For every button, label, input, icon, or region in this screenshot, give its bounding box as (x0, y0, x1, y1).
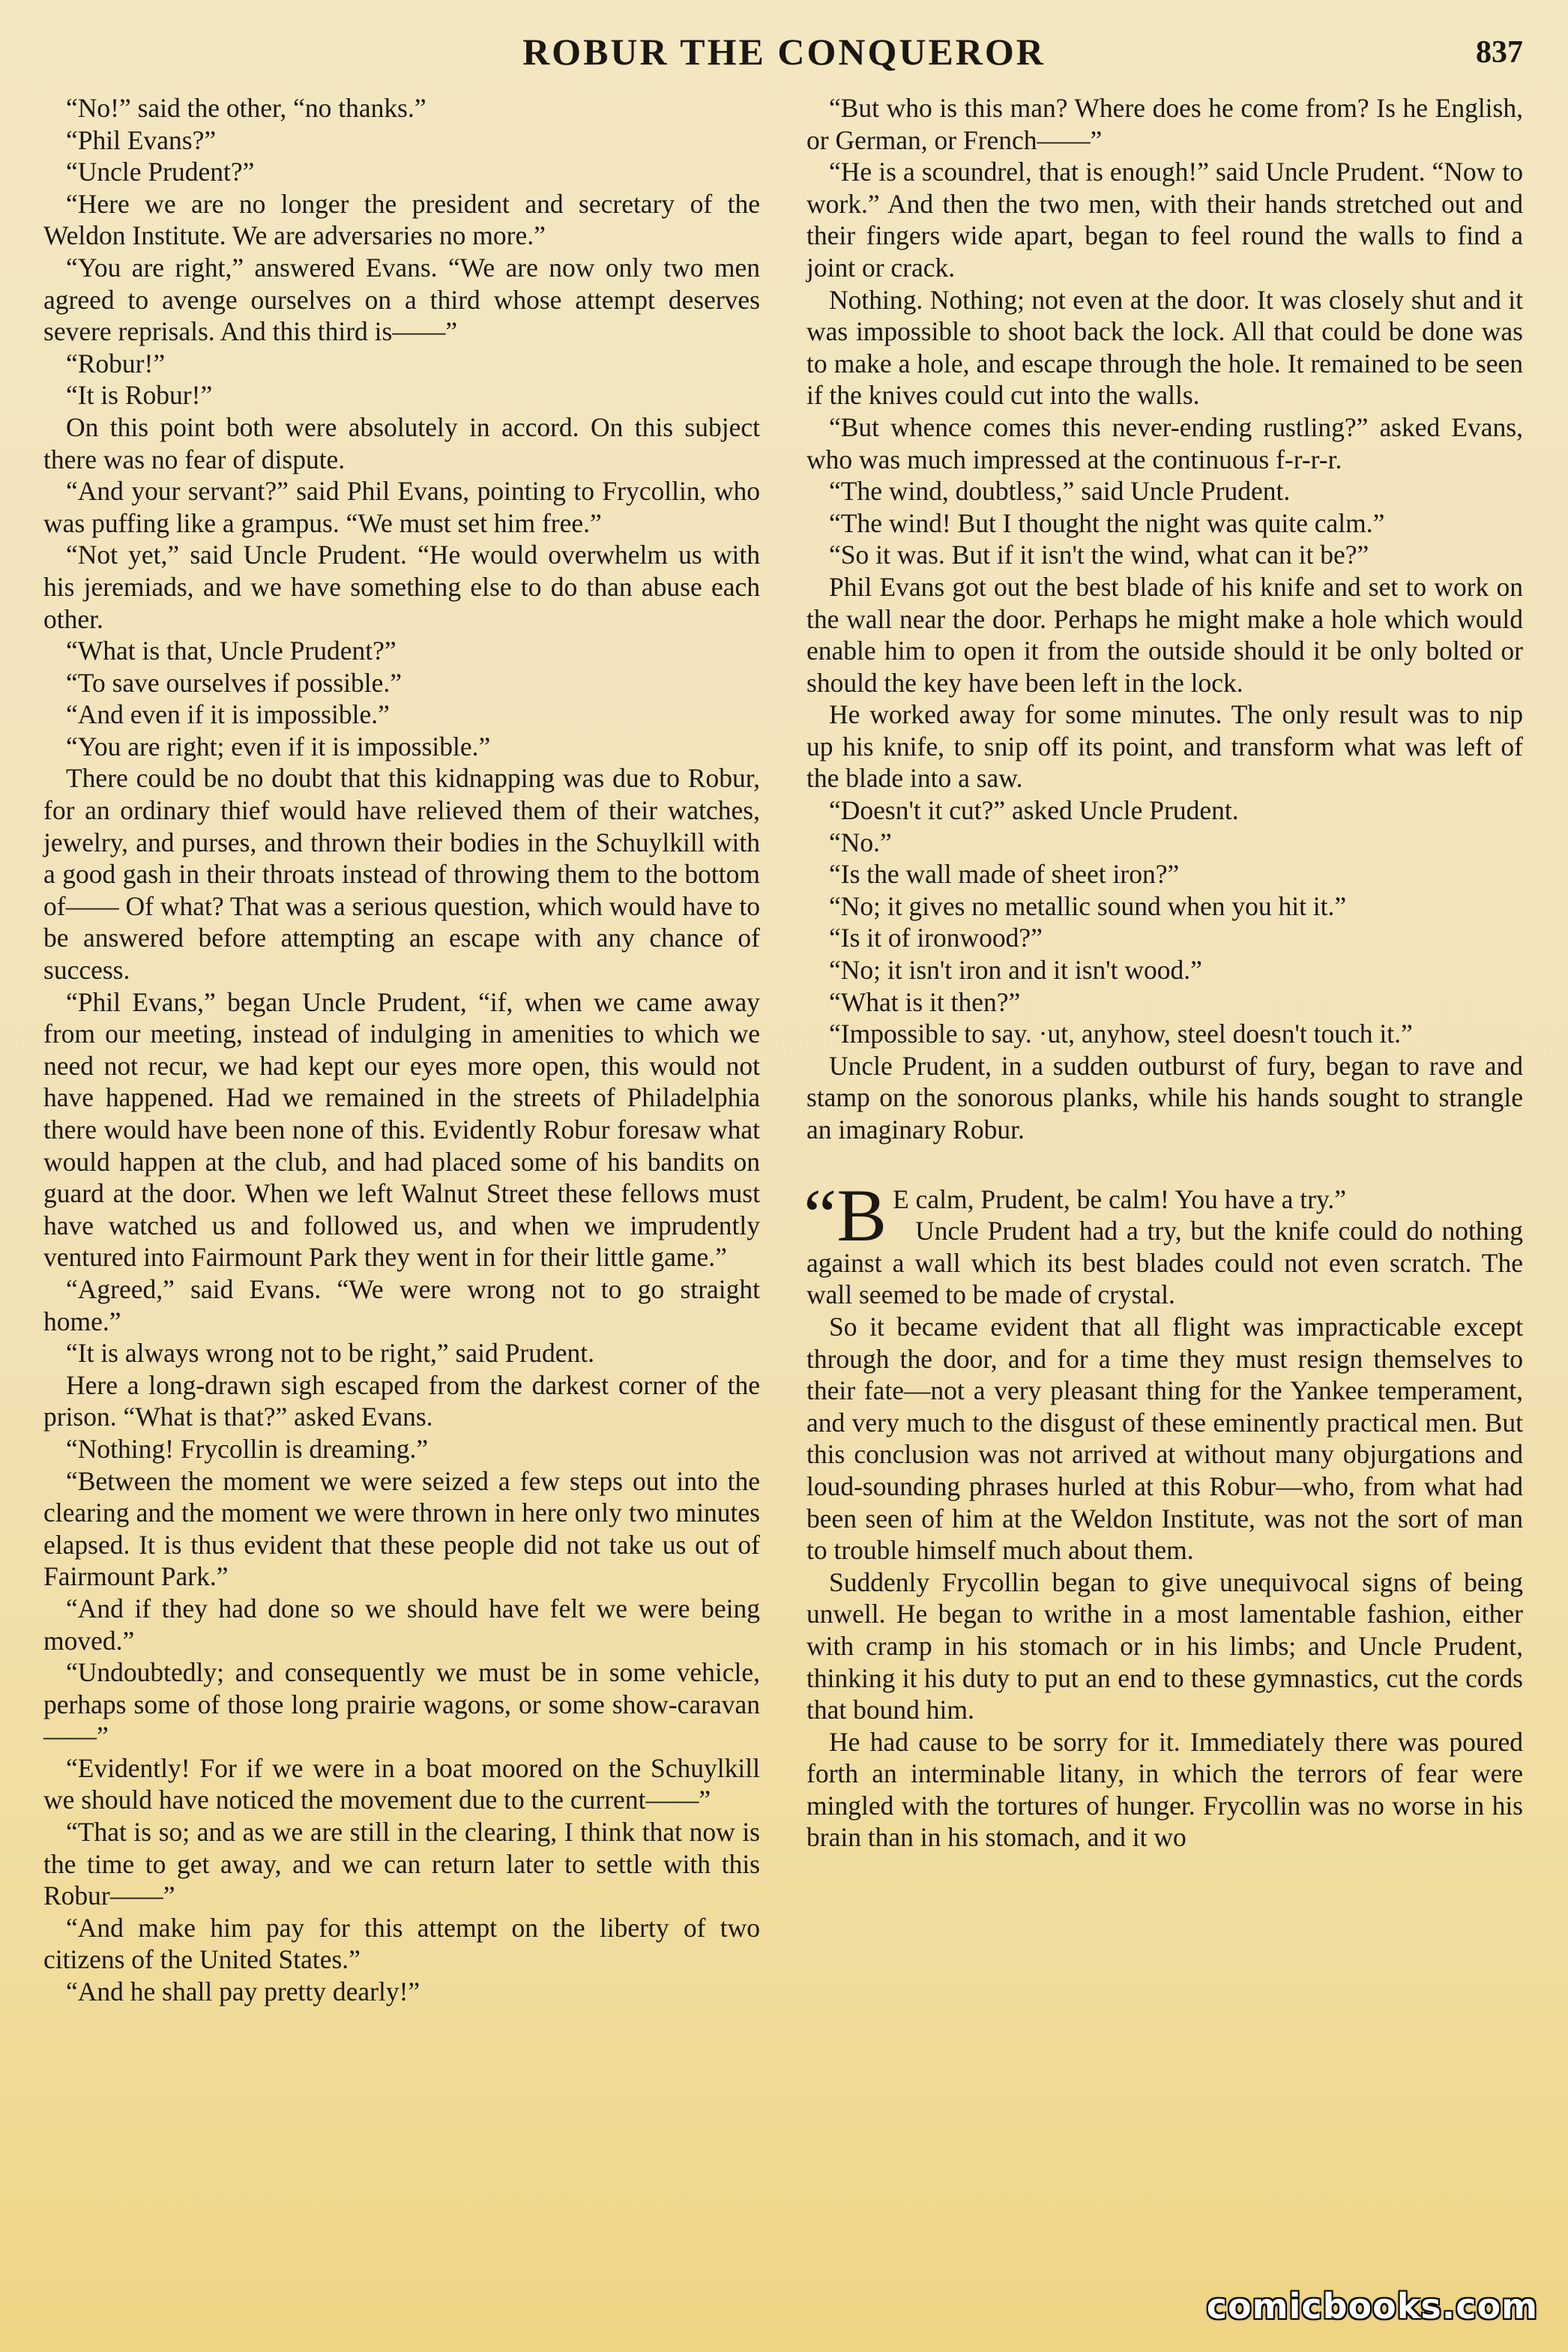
right-column (803, 92, 1523, 1854)
paragraph: “You are right; even if it is impossible.” (66, 731, 491, 762)
paragraph: “And make him pay for this attempt on the liberty of two citizens of the United States.” (43, 1912, 760, 1975)
section-break (806, 1146, 1523, 1183)
paragraph: “But who is this man? Where does he come from? Is he English, or German, or French——” (806, 93, 1523, 155)
paragraph: So it became evident that all flight was impracticable except through the door, and for a time they must resign themselves to their fate—not a very pleasant thing for the Yankee temperament, and very much to the disgust of these eminently practical men. But this conclusion was not arrived at without many objurgations and loud-sounding phrases hurled at this Robur—who, from what had been seen of him at the Weldon Institute, was not the sort of man to trouble himself much about them. (806, 1311, 1523, 1566)
paragraph: “Phil Evans,” began Uncle Prudent, “if, when we came away from our meeting, instead of indulging in amenities to which we need not recur, we had kept our eyes more open, this would not have happened. Had we remained in the streets of Philadelphia there would have been none of this. Evidently Robur foresaw what would happen at the club, and had placed some of his bandits on guard at the door. When we left Walnut Street these fellows must have watched us and followed us, and when we imprudently ventured into Fairmount Park they went in for their little game.” (43, 986, 760, 1273)
paragraph: “What is it then?” (829, 986, 1021, 1017)
paragraph: “Evidently! For if we were in a boat moored on the Schuylkill we should have noticed the movement due to the current——” (43, 1752, 760, 1815)
drop-cap: “B (803, 1173, 887, 1257)
paragraph: “Not yet,” said Uncle Prudent. “He would overwhelm us with his jeremiads, and we have something else to do than abuse each other. (43, 540, 760, 634)
paragraph: “And your servant?” said Phil Evans, pointing to Frycollin, who was puffing like a grampus. “We must set him free.” (43, 476, 760, 538)
paragraph: “And even if it is impossible.” (66, 699, 390, 730)
paragraph: “No; it isn't iron and it isn't wood.” (829, 955, 1202, 986)
paragraph: “What is that, Uncle Prudent?” (66, 636, 396, 666)
paragraph: “No!” said the other, “no thanks.” (66, 93, 426, 123)
paragraph: “No; it gives no metallic sound when you hit it.” (829, 890, 1347, 921)
paragraph: “Doesn't it cut?” asked Uncle Prudent. (829, 795, 1239, 826)
paragraph: “And if they had done so we should have felt we were being moved.” (43, 1593, 760, 1656)
paragraph: Uncle Prudent had a try, but the knife could do nothing against a wall which its best blades could not even scratch. The wall seemed to be made of crystal. (806, 1216, 1523, 1310)
drop-cap-paragraph: “B E calm, Prudent, be calm! You have a try.” (803, 1173, 1347, 1257)
paragraph: “Undoubtedly; and consequently we must be in some vehicle, perhaps some of those long prairie wagons, or some show-caravan——” (43, 1657, 760, 1752)
paragraph: “And he shall pay pretty dearly!” (66, 1976, 420, 2007)
paragraph: “Impossible to say. ·ut, anyhow, steel doesn't touch it.” (829, 1019, 1413, 1049)
paragraph: “The wind, doubtless,” said Uncle Prudent. (829, 476, 1291, 507)
paragraph: “But whence comes this never-ending rustling?” asked Evans, who was much impressed at the continuous f-r-r-r. (806, 411, 1523, 474)
paragraph: “So it was. But if it isn't the wind, what can it be?” (829, 540, 1369, 570)
paragraph: He worked away for some minutes. The only result was to nip up his knife, to snip off its point, and transform what was left of the blade into a saw. (806, 699, 1523, 794)
right-column-top (806, 92, 1523, 1146)
paragraph: “Here we are no longer the president and secretary of the Weldon Institute. We are adversaries no more.” (43, 188, 760, 251)
paragraph: “Robur!” (66, 348, 166, 379)
watermark-text: comicbooks.com (1206, 2286, 1538, 2327)
paragraph: Nothing. Nothing; not even at the door. It was closely shut and it was impossible to shoot back the lock. All that could be done was to make a hole, and escape through the hole. It remained to be seen if the knives could cut into the walls. (806, 284, 1523, 411)
paragraph: “Is the wall made of sheet iron?” (829, 859, 1180, 890)
paragraph: “Nothing! Frycollin is dreaming.” (66, 1433, 429, 1464)
running-title: ROBUR THE CONQUEROR (522, 31, 1046, 73)
paragraph: “Is it of ironwood?” (829, 923, 1043, 953)
paragraph: “He is a scoundrel, that is enough!” said Uncle Prudent. “Now to work.” And then the two men, with their hands stretched out and their fingers wide apart, began to feel round the walls to find a joint or crack. (806, 157, 1523, 283)
paragraph: Phil Evans got out the best blade of his knife and set to work on the wall near the door. Perhaps he might make a hole which would enable him to open it from the outside should it be only bolted or should the key have been left in the lock. (806, 571, 1523, 698)
page-header (0, 30, 1568, 82)
paragraph: Uncle Prudent, in a sudden outburst of fury, began to rave and stamp on the sonorous planks, while his hands sought to strangle an imaginary Robur. (806, 1050, 1523, 1145)
paragraph: “You are right,” answered Evans. “We are now only two men agreed to avenge ourselves on a third whose attempt deserves severe reprisals. And this third is——” (43, 252, 760, 347)
page-number: 837 (1476, 35, 1523, 70)
paragraph: “The wind! But I thought the night was quite calm.” (829, 507, 1385, 538)
paragraph: Here a long-drawn sigh escaped from the darkest corner of the prison. “What is that?” asked Evans. (43, 1369, 760, 1432)
paragraph: “To save ourselves if possible.” (66, 667, 402, 698)
paragraph: “Between the moment we were seized a few steps out into the clearing and the moment we were thrown in here only two minutes elapsed. It is thus evident that these people did not take us out of Fairmount Park.” (43, 1465, 760, 1592)
paragraph: “Phil Evans?” (66, 124, 217, 155)
paragraph: “No.” (829, 827, 892, 857)
paragraph: There could be no doubt that this kidnapping was due to Robur, for an ordinary thief would have relieved them of their watches, jewelry, and purses, and thrown their bodies in the Schuylkill with a good gash in their throats instead of throwing them to the bottom of—— Of what? That was a serious question, which would have to be answered before attempting an escape with any chance of success. (43, 763, 760, 986)
paragraph: “Uncle Prudent?” (66, 157, 255, 187)
left-column (43, 92, 760, 2008)
paragraph: “It is Robur!” (66, 380, 213, 411)
paragraph: On this point both were absolutely in accord. On this subject there was no fear of dispute. (43, 411, 760, 474)
paragraph: “It is always wrong not to be right,” said Prudent. (66, 1338, 594, 1369)
paragraph: Suddenly Frycollin began to give unequivocal signs of being unwell. He began to writhe in a most lamentable fashion, either with cramp in his stomach or in his limbs; and Uncle Prudent, thinking it his duty to put an end to these gymnastics, cut the cords that bound him. (806, 1567, 1523, 1725)
right-column-bottom (806, 1215, 1523, 1854)
paragraph: “That is so; and as we are still in the clearing, I think that now is the time to get away, and we can return later to settle with this Robur——” (43, 1817, 760, 1911)
paragraph: He had cause to be sorry for it. Immediately there was poured forth an interminable litany, in which the terrors of fear were mingled with the tortures of hunger. Frycollin was no worse in his brain than in his stomach, and it wo (806, 1726, 1523, 1853)
paragraph: “Agreed,” said Evans. “We were wrong not to go straight home.” (43, 1273, 760, 1336)
